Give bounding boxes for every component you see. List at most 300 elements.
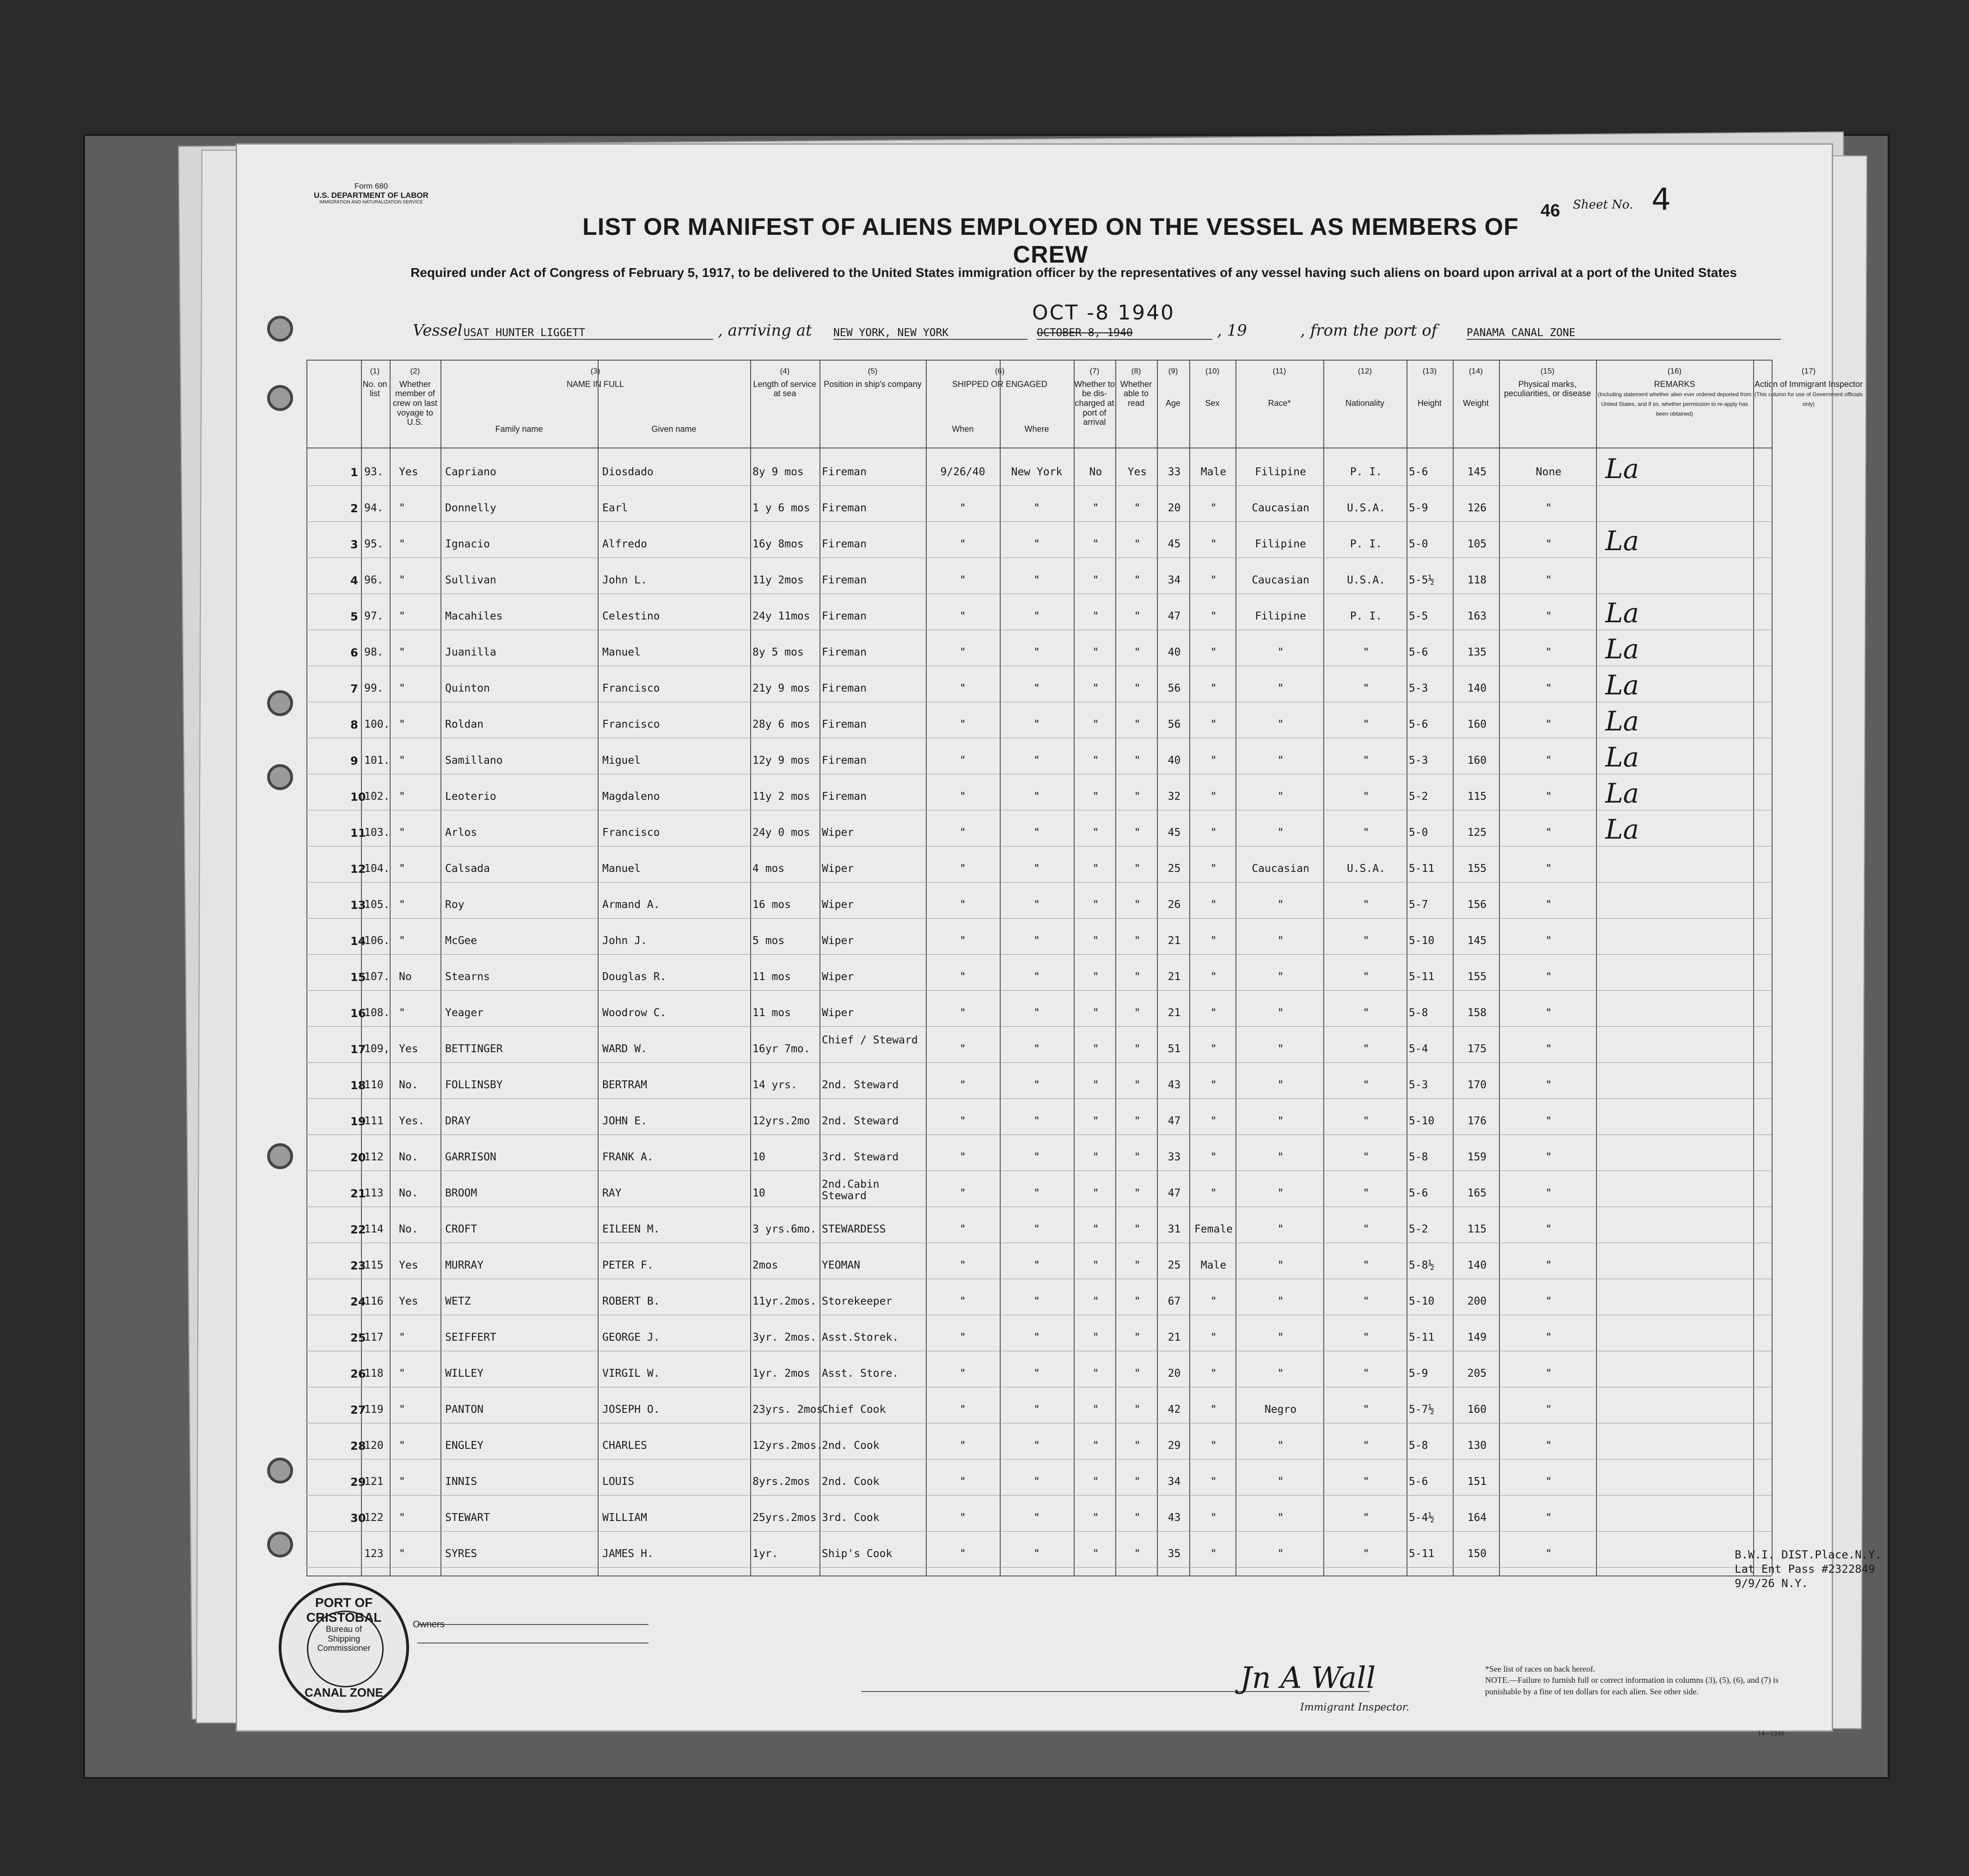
cell-discharged: " [1092, 827, 1099, 839]
cell-marks: " [1545, 1223, 1552, 1235]
header-weight: (14) Weight [1463, 367, 1489, 408]
cell-crew: " [399, 899, 405, 911]
cell-service: 11y 2mos [752, 574, 804, 586]
cell-given: Francisco [602, 718, 660, 730]
cell-discharged: " [1092, 935, 1099, 947]
row-number: 23 [350, 1259, 366, 1272]
cell-discharged: " [1092, 718, 1099, 730]
cell-when: " [960, 646, 966, 658]
cell-given: Earl [602, 502, 628, 514]
cell-service: 8y 5 mos [752, 646, 804, 658]
cell-nationality: P. I. [1350, 538, 1382, 550]
cell-weight: 149 [1467, 1331, 1487, 1343]
cell-read: " [1134, 1007, 1141, 1019]
cell-crew: No. [399, 1079, 418, 1091]
cell-height: 5-7½ [1409, 1404, 1435, 1416]
cell-sex: " [1210, 1404, 1217, 1416]
cell-race: " [1277, 1079, 1284, 1091]
cell-marks: " [1545, 863, 1552, 875]
cell-when: " [960, 1512, 966, 1524]
cell-crew: No. [399, 1223, 418, 1235]
cell-read: " [1134, 827, 1141, 839]
cell-height: 5-11 [1409, 1331, 1435, 1343]
cell-race: Caucasian [1252, 863, 1309, 875]
cell-height: 5-3 [1409, 754, 1428, 766]
cell-age: 34 [1168, 1476, 1181, 1488]
cell-family: Leoterio [445, 791, 496, 803]
cell-position: Fireman [822, 754, 867, 766]
sheet-number: 4 [1651, 182, 1671, 217]
cell-nationality: " [1363, 971, 1370, 983]
cell-nationality: " [1363, 1151, 1370, 1163]
cell-weight: 163 [1467, 610, 1487, 622]
cell-position: Wiper [822, 935, 854, 947]
cell-list: 96. [364, 574, 384, 586]
table-row [306, 1007, 1772, 1025]
cell-height: 5-8 [1409, 1440, 1428, 1452]
cell-weight: 176 [1467, 1115, 1487, 1127]
vessel-name: USAT HUNTER LIGGETT [464, 327, 713, 340]
row-number: 2 [350, 502, 358, 515]
cell-race: " [1277, 682, 1284, 694]
cell-marks: " [1545, 1476, 1552, 1488]
form-number: Form 680 [354, 182, 388, 190]
cell-height: 5-11 [1409, 863, 1435, 875]
cell-crew: " [399, 1404, 405, 1416]
cell-age: 32 [1168, 791, 1181, 803]
arriving-port: NEW YORK, NEW YORK [833, 327, 1027, 340]
cell-when: " [960, 754, 966, 766]
cell-position: Fireman [822, 682, 867, 694]
cell-discharged: " [1092, 646, 1099, 658]
header-length-of-service: (4) Length of service at sea [753, 367, 817, 398]
cell-read: " [1134, 682, 1141, 694]
cell-read: " [1134, 1115, 1141, 1127]
cell-where: " [1033, 1223, 1040, 1235]
cell-service: 24y 0 mos [752, 827, 810, 839]
cell-when: " [960, 1115, 966, 1127]
cell-where: " [1033, 1187, 1040, 1199]
cell-when: " [960, 1295, 966, 1307]
cell-given: JAMES H. [602, 1548, 654, 1560]
cell-position: 2nd. Cook [822, 1476, 880, 1488]
cell-service: 8y 9 mos [752, 466, 804, 478]
cell-position: Fireman [822, 538, 867, 550]
cell-sex: " [1210, 1043, 1217, 1055]
cell-family: Ignacio [445, 538, 490, 550]
table-row [306, 669, 1772, 701]
cell-marks: " [1545, 971, 1552, 983]
cell-position: YEOMAN [822, 1259, 861, 1271]
cell-service: 16 mos [752, 899, 791, 911]
cell-list: 95. [364, 538, 384, 550]
cell-list: 117 [364, 1331, 384, 1343]
cell-family: SYRES [445, 1548, 477, 1560]
cell-where: " [1033, 1440, 1040, 1452]
cell-crew: " [399, 791, 405, 803]
row-number: 15 [350, 971, 366, 984]
cell-remarks: La [1605, 633, 1639, 665]
cell-sex: " [1210, 1440, 1217, 1452]
cell-height: 5-3 [1409, 1079, 1428, 1091]
cell-position: Ship's Cook [822, 1548, 893, 1560]
cell-when: " [960, 1440, 966, 1452]
cell-family: WETZ [445, 1295, 471, 1307]
cell-race: " [1277, 1223, 1284, 1235]
cell-when: " [960, 610, 966, 622]
cell-position: Storekeeper [822, 1295, 893, 1307]
cell-list: 108. [364, 1007, 390, 1019]
cell-remarks: La [1605, 742, 1639, 773]
cell-marks: " [1545, 899, 1552, 911]
cell-height: 5-4½ [1409, 1512, 1435, 1524]
cell-where: " [1033, 1295, 1040, 1307]
cell-where: " [1033, 646, 1040, 658]
header-height: (13) Height [1417, 367, 1442, 408]
cell-when: " [960, 935, 966, 947]
cell-race: " [1277, 1043, 1284, 1055]
cell-when: " [960, 718, 966, 730]
cell-race: " [1277, 646, 1284, 658]
row-number: 21 [350, 1187, 366, 1200]
cell-discharged: " [1092, 682, 1099, 694]
row-rule [306, 521, 1772, 522]
cell-given: LOUIS [602, 1476, 635, 1488]
cell-read: " [1134, 1187, 1141, 1199]
cell-family: BETTINGER [445, 1043, 503, 1055]
cell-crew: " [399, 1440, 405, 1452]
cell-height: 5-2 [1409, 1223, 1428, 1235]
row-rule [306, 882, 1772, 883]
row-number: 16 [350, 1007, 366, 1020]
header-age: (9) Age [1165, 367, 1181, 408]
cell-crew: " [399, 682, 405, 694]
cell-discharged: " [1092, 1476, 1099, 1488]
remark-line: Lat Ent Pass #2322849 [1735, 1563, 1875, 1576]
header-sex: (10) Sex [1205, 367, 1220, 408]
cell-marks: " [1545, 610, 1552, 622]
cell-weight: 115 [1467, 791, 1487, 803]
table-row [306, 971, 1772, 989]
row-rule [306, 954, 1772, 955]
cell-service: 11 mos [752, 971, 791, 983]
cell-given: RAY [602, 1187, 622, 1199]
cell-race: Negro [1264, 1404, 1297, 1416]
cell-marks: " [1545, 1295, 1552, 1307]
cell-service: 5 mos [752, 935, 785, 947]
cell-crew: Yes [399, 1295, 418, 1307]
cell-when: " [960, 1223, 966, 1235]
cell-age: 56 [1168, 682, 1181, 694]
cell-discharged: " [1092, 863, 1099, 875]
cell-age: 34 [1168, 574, 1181, 586]
cell-family: CROFT [445, 1223, 477, 1235]
row-number: 20 [350, 1151, 366, 1164]
cell-nationality: " [1363, 646, 1370, 658]
cell-given: Magdaleno [602, 791, 660, 803]
owners-label: Owners [413, 1619, 445, 1630]
table-row [306, 935, 1772, 953]
cell-crew: Yes [399, 1259, 418, 1271]
cell-read: " [1134, 538, 1141, 550]
cell-family: ENGLEY [445, 1440, 484, 1452]
cell-race: " [1277, 1440, 1284, 1452]
cell-crew: " [399, 1476, 405, 1488]
races-note: *See list of races on back hereof. [1485, 1664, 1596, 1674]
cell-height: 5-8½ [1409, 1259, 1435, 1271]
cell-weight: 145 [1467, 466, 1487, 478]
cell-sex: " [1210, 827, 1217, 839]
cell-weight: 151 [1467, 1476, 1487, 1488]
cell-sex: " [1210, 1187, 1217, 1199]
row-number: 10 [350, 791, 366, 803]
cell-weight: 159 [1467, 1151, 1487, 1163]
cell-where: " [1033, 1151, 1040, 1163]
cell-nationality: " [1363, 1223, 1370, 1235]
cell-age: 29 [1168, 1440, 1181, 1452]
cell-nationality: " [1363, 935, 1370, 947]
cell-where: " [1033, 1548, 1040, 1560]
cell-read: " [1134, 1367, 1141, 1379]
cell-list: 113 [364, 1187, 384, 1199]
row-rule [306, 1098, 1772, 1099]
cell-sex: " [1210, 1331, 1217, 1343]
cell-family: Arlos [445, 827, 477, 839]
cell-service: 8yrs.2mos [752, 1476, 810, 1488]
row-number: 28 [350, 1440, 366, 1453]
cell-remarks: La [1605, 597, 1639, 629]
cell-sex: " [1210, 754, 1217, 766]
cell-sex: Female [1194, 1223, 1233, 1235]
cell-discharged: " [1092, 1151, 1099, 1163]
cell-family: INNIS [445, 1476, 477, 1488]
cell-weight: 155 [1467, 863, 1487, 875]
cell-nationality: " [1363, 682, 1370, 694]
cell-height: 5-6 [1409, 718, 1428, 730]
cell-weight: 160 [1467, 754, 1487, 766]
cell-sex: " [1210, 610, 1217, 622]
cell-family: Sullivan [445, 574, 496, 586]
cell-service: 11yr.2mos. [752, 1295, 817, 1307]
cell-weight: 155 [1467, 971, 1487, 983]
arrival-date: OCTOBER 8, 1940 [1037, 327, 1212, 340]
cell-age: 21 [1168, 971, 1181, 983]
cell-nationality: " [1363, 1367, 1370, 1379]
cell-given: Douglas R. [602, 971, 667, 983]
cell-weight: 105 [1467, 538, 1487, 550]
cell-height: 5-6 [1409, 1187, 1428, 1199]
cell-read: " [1134, 1151, 1141, 1163]
cell-marks: " [1545, 1367, 1552, 1379]
cell-family: Donnelly [445, 502, 496, 514]
row-number: 9 [350, 754, 358, 767]
cell-where: " [1033, 1007, 1040, 1019]
cell-race: Filipine [1255, 466, 1306, 478]
cell-crew: " [399, 502, 405, 514]
inspector-signature: Jn A Wall [1240, 1661, 1376, 1695]
cell-given: FRANK A. [602, 1151, 654, 1163]
cell-race: " [1277, 971, 1284, 983]
cell-sex: " [1210, 935, 1217, 947]
cell-position: Wiper [822, 1007, 854, 1019]
cell-race: " [1277, 1259, 1284, 1271]
cell-marks: " [1545, 1187, 1552, 1199]
table-row [306, 814, 1772, 845]
form-title: LIST OR MANIFEST OF ALIENS EMPLOYED ON THE VESSEL AS MEMBERS OF CREW [582, 214, 1519, 268]
seal-bottom-text: CANAL ZONE [305, 1686, 383, 1699]
year-label: , 19 [1217, 321, 1247, 340]
cell-service: 2mos [752, 1259, 778, 1271]
cell-marks: " [1545, 1079, 1552, 1091]
row-number: 14 [350, 935, 366, 948]
cell-list: 102. [364, 791, 390, 803]
cell-discharged: " [1092, 791, 1099, 803]
cell-discharged: " [1092, 1404, 1099, 1416]
cell-height: 5-11 [1409, 971, 1435, 983]
cell-sex: " [1210, 971, 1217, 983]
cell-list: 109, [364, 1043, 390, 1055]
cell-marks: " [1545, 538, 1552, 550]
seal-middle-text: Bureau of Shipping Commissioner [317, 1625, 371, 1653]
cell-nationality: U.S.A. [1346, 502, 1386, 514]
cell-crew: " [399, 646, 405, 658]
cell-weight: 145 [1467, 935, 1487, 947]
cell-where: " [1033, 718, 1040, 730]
cell-sex: " [1210, 1295, 1217, 1307]
cell-list: 98. [364, 646, 384, 658]
cell-read: " [1134, 1512, 1141, 1524]
cell-family: BROOM [445, 1187, 477, 1199]
row-rule [306, 1495, 1772, 1496]
cell-weight: 200 [1467, 1295, 1487, 1307]
cell-service: 14 yrs. [752, 1079, 797, 1091]
cell-given: WILLIAM [602, 1512, 647, 1524]
cell-read: " [1134, 1295, 1141, 1307]
table-row [306, 1178, 1772, 1206]
cell-list: 121 [364, 1476, 384, 1488]
cell-sex: " [1210, 899, 1217, 911]
cell-marks: " [1545, 1115, 1552, 1127]
cell-weight: 125 [1467, 827, 1487, 839]
cell-crew: Yes [399, 466, 418, 478]
cell-position: Fireman [822, 610, 867, 622]
cell-where: " [1033, 1115, 1040, 1127]
table-row [306, 597, 1772, 629]
cell-given: Celestino [602, 610, 660, 622]
cell-remarks: La [1605, 705, 1639, 737]
table-row [306, 1367, 1772, 1386]
row-number: 8 [350, 718, 358, 731]
cell-marks: " [1545, 1331, 1552, 1343]
cell-service: 1yr. 2mos [752, 1367, 810, 1379]
from-port: PANAMA CANAL ZONE [1467, 327, 1781, 340]
cell-service: 25yrs.2mos [752, 1512, 817, 1524]
cell-age: 45 [1168, 538, 1181, 550]
cell-nationality: U.S.A. [1346, 574, 1386, 586]
cell-height: 5-10 [1409, 935, 1435, 947]
cell-height: 5-10 [1409, 1115, 1435, 1127]
cell-age: 33 [1168, 466, 1181, 478]
cell-when: " [960, 1007, 966, 1019]
cell-sex: " [1210, 646, 1217, 658]
table-row [306, 1295, 1772, 1314]
cell-list: 123 [364, 1548, 384, 1560]
cell-discharged: " [1092, 899, 1099, 911]
header-where: Where [1024, 424, 1049, 434]
cell-race: " [1277, 1331, 1284, 1343]
cell-position: Asst.Storek. [822, 1331, 899, 1343]
cell-weight: 205 [1467, 1367, 1487, 1379]
cell-discharged: " [1092, 1187, 1099, 1199]
header-family-name: Family name [495, 424, 543, 434]
cell-nationality: " [1363, 899, 1370, 911]
cell-family: Calsada [445, 863, 490, 875]
cell-height: 5-6 [1409, 1476, 1428, 1488]
cell-race: " [1277, 1367, 1284, 1379]
header-shipped-engaged: (6) SHIPPED OR ENGAGED [952, 367, 1048, 389]
cell-height: 5-5 [1409, 610, 1428, 622]
cell-service: 3 yrs.6mo. [752, 1223, 817, 1235]
cell-height: 5-3 [1409, 682, 1428, 694]
cell-nationality: " [1363, 1079, 1370, 1091]
cell-family: Roldan [445, 718, 484, 730]
cell-remarks: La [1605, 669, 1639, 701]
cell-service: 1 y 6 mos [752, 502, 810, 514]
cell-weight: 160 [1467, 1404, 1487, 1416]
cell-read: " [1134, 502, 1141, 514]
cell-age: 21 [1168, 935, 1181, 947]
cell-family: Macahiles [445, 610, 503, 622]
row-rule [306, 485, 1772, 486]
cell-family: STEWART [445, 1512, 490, 1524]
cell-where: " [1033, 574, 1040, 586]
row-rule [306, 1531, 1772, 1532]
cell-weight: 156 [1467, 899, 1487, 911]
cell-position: STEWARDESS [822, 1223, 886, 1235]
cell-age: 67 [1168, 1295, 1181, 1307]
cell-nationality: " [1363, 1259, 1370, 1271]
penalty-note: NOTE.—Failure to furnish full or correct information in columns (3), (5), (6), and (7) is punishable by a fine of ten dollars for each alien. See other side. [1485, 1675, 1779, 1696]
cell-nationality: " [1363, 791, 1370, 803]
cell-given: John J. [602, 935, 647, 947]
cell-position: 3rd. Steward [822, 1151, 899, 1163]
cell-age: 21 [1168, 1331, 1181, 1343]
cell-list: 99. [364, 682, 384, 694]
cell-age: 47 [1168, 1115, 1181, 1127]
row-number: 11 [350, 827, 366, 840]
cell-given: Alfredo [602, 538, 647, 550]
table-row [306, 1404, 1772, 1422]
cell-marks: " [1545, 754, 1552, 766]
cell-race: " [1277, 1187, 1284, 1199]
cell-list: 118 [364, 1367, 384, 1379]
cell-service: 11y 2 mos [752, 791, 810, 803]
cell-service: 12y 9 mos [752, 754, 810, 766]
date-stamp: OCT -8 1940 [1032, 301, 1175, 325]
cell-crew: " [399, 935, 405, 947]
cell-discharged: " [1092, 1115, 1099, 1127]
cell-race: " [1277, 754, 1284, 766]
cell-list: 94. [364, 502, 384, 514]
cell-position: Fireman [822, 502, 867, 514]
cell-race: " [1277, 791, 1284, 803]
cell-where: " [1033, 863, 1040, 875]
cell-race: " [1277, 1476, 1284, 1488]
table-row [306, 1151, 1772, 1170]
table-row [306, 1331, 1772, 1350]
cell-service: 16yr 7mo. [752, 1043, 810, 1055]
cell-family: Juanilla [445, 646, 496, 658]
